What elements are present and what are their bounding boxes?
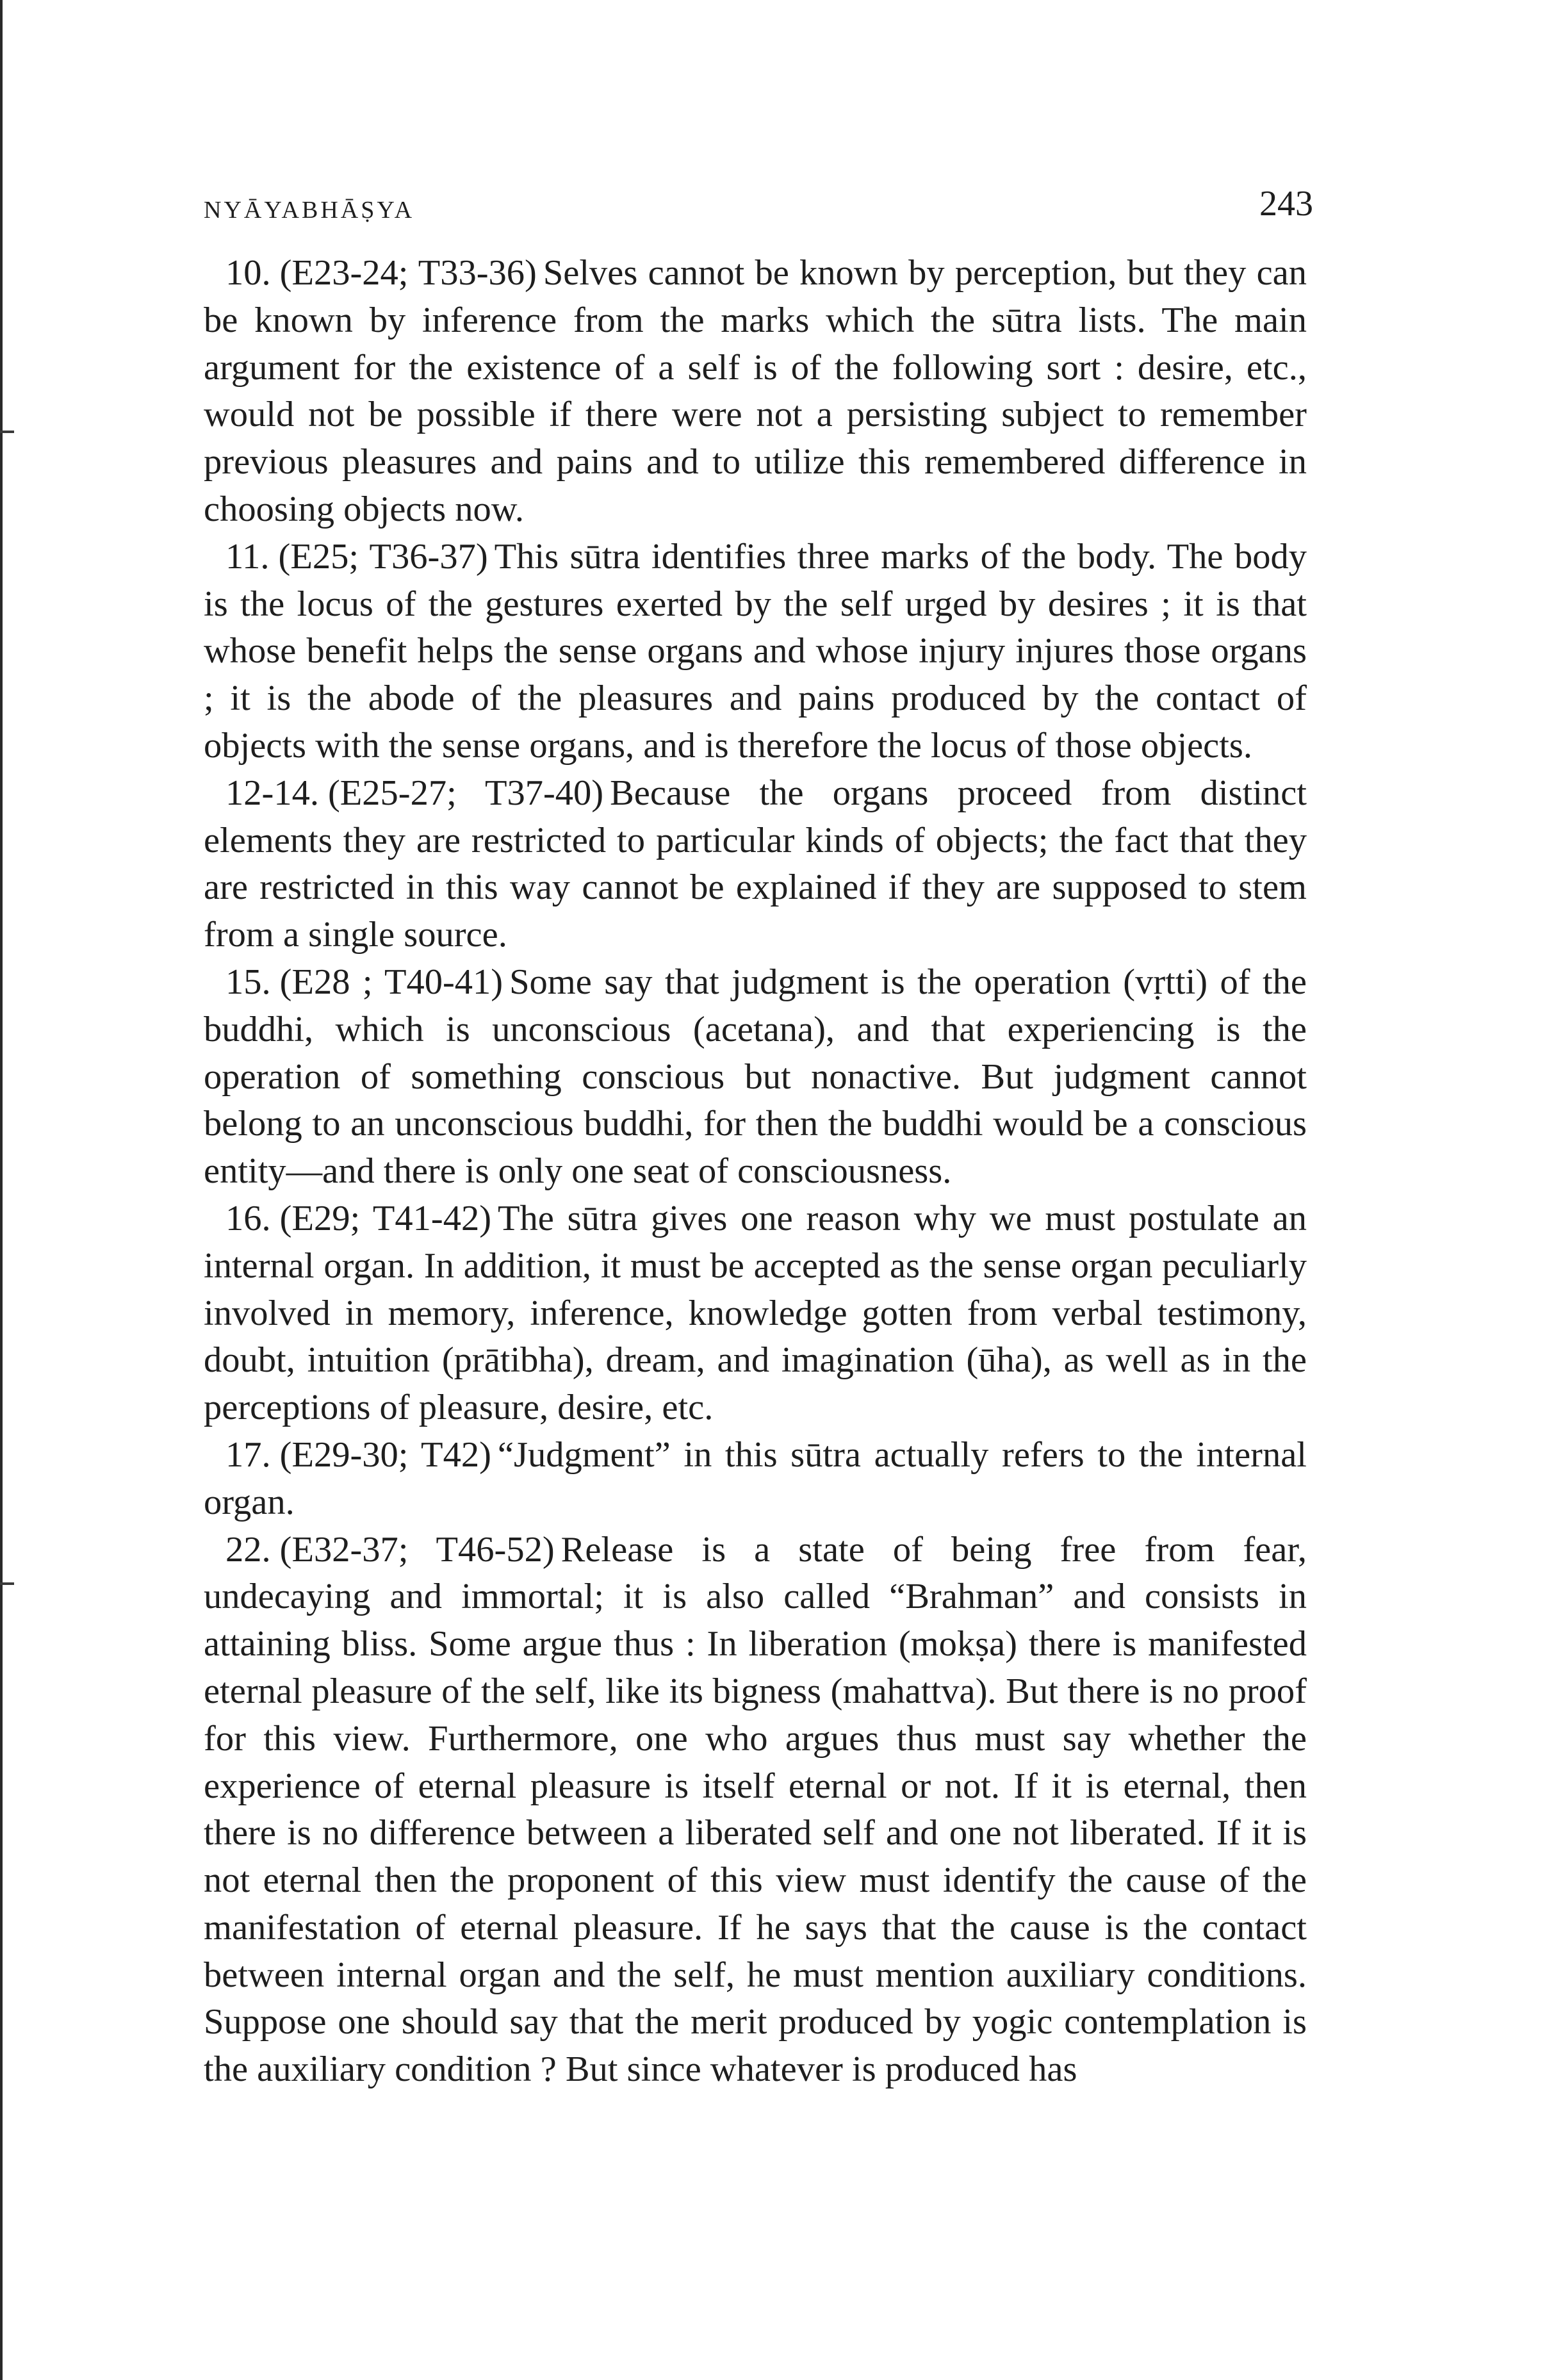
paragraph-text: “Judgment” in this sūtra actually refers to the internal organ. xyxy=(204,1434,1307,1522)
paragraph-reference: (E25; T36-37) xyxy=(278,536,488,577)
paragraph xyxy=(204,1432,1307,1527)
paragraph-reference: (E29-30; T42) xyxy=(279,1434,491,1475)
page-number: 243 xyxy=(1259,184,1313,224)
paragraph xyxy=(204,770,1307,959)
paragraph-reference: (E28 ; T40-41) xyxy=(279,962,503,1002)
paragraph-number: 11. xyxy=(225,536,270,577)
paragraph-number: 16. xyxy=(225,1198,271,1238)
paragraph-text: Selves cannot be known by perception, but they can be known by inference from the marks which the sūtra lists. The main argument for the existence of a self is of the following sort : desire, etc., would not be possible if there were not a persisting subject to remember previous pleasures and pains and to utilize this remembered difference in choosing objects now. xyxy=(204,253,1307,529)
body-text xyxy=(204,250,1307,2094)
paragraph-text: The sūtra gives one reason why we must postulate an internal organ. In addition, it must be accepted as the sense organ peculiarly involved in memory, inference, knowledge gotten from verbal testimony, doubt, intuition (prātibha), dream, and imagination (ūha), as well as in the perceptions of pleasure, desire, etc. xyxy=(204,1198,1307,1428)
paragraph-number: 22. xyxy=(225,1529,271,1570)
paragraph xyxy=(204,250,1307,534)
paragraph-reference: (E23-24; T33-36) xyxy=(279,253,537,293)
scan-mark xyxy=(0,1582,14,1585)
paragraph-number: 15. xyxy=(225,962,271,1002)
paragraph xyxy=(204,1527,1307,2094)
paragraph-number: 10. xyxy=(225,253,271,293)
paragraph-reference: (E32-37; T46-52) xyxy=(279,1529,555,1570)
scan-mark xyxy=(0,431,14,433)
paragraph-text: Because the organs proceed from distinct elements they are restricted to particular kinds of objects; the fact that they are restricted in this way cannot be explained if they are supposed to stem from a single source. xyxy=(204,773,1307,955)
paragraph-reference: (E29; T41-42) xyxy=(279,1198,492,1238)
paragraph xyxy=(204,959,1307,1195)
paragraph xyxy=(204,1195,1307,1432)
paragraph-text: Release is a state of being free from fear, undecaying and immortal; it is also called “Brahman” and consists in attaining bliss. Some argue thus : In liberation (mokṣa) there is manifested eternal pleasure of the self, like its bigness (mahattva). But there is no proof for this view. Furthermore, one who argues thus must say whether the experience of eternal pleasure is itself eternal or not. If it is eternal, then there is no difference between a liberated self and one not liberated. If it is not eternal then the proponent of this view must identify the cause of the manifestation of eternal pleasure. If he says that the cause is the contact between internal organ and the self, he must mention auxiliary conditions. Suppose one should say that the merit produced by yogic contemplation is the auxiliary condition ? But since whatever is produced has xyxy=(204,1529,1307,2090)
paragraph-reference: (E25-27; T37-40) xyxy=(327,773,604,813)
paragraph-number: 17. xyxy=(225,1434,271,1475)
scan-left-edge xyxy=(0,0,3,2380)
paragraph-text: Some say that judgment is the operation (vṛtti) of the buddhi, which is unconscious (acetana), and that experiencing is the operation of something conscious but nonactive. But judgment cannot belong to an unconscious buddhi, for then the buddhi would be a conscious entity—and there is only one seat of consciousness. xyxy=(204,962,1307,1192)
paragraph-number: 12-14. xyxy=(225,773,319,813)
running-title: NYĀYABHĀṢYA xyxy=(204,197,415,224)
paragraph-text: This sūtra identifies three marks of the body. The body is the locus of the gestures exerted by the self urged by desires ; it is that whose benefit helps the sense organs and whose injury injures those organs ; it is the abode of the pleasures and pains produced by the contact of objects with the sense organs, and is therefore the locus of those objects. xyxy=(204,536,1307,766)
paragraph xyxy=(204,534,1307,770)
